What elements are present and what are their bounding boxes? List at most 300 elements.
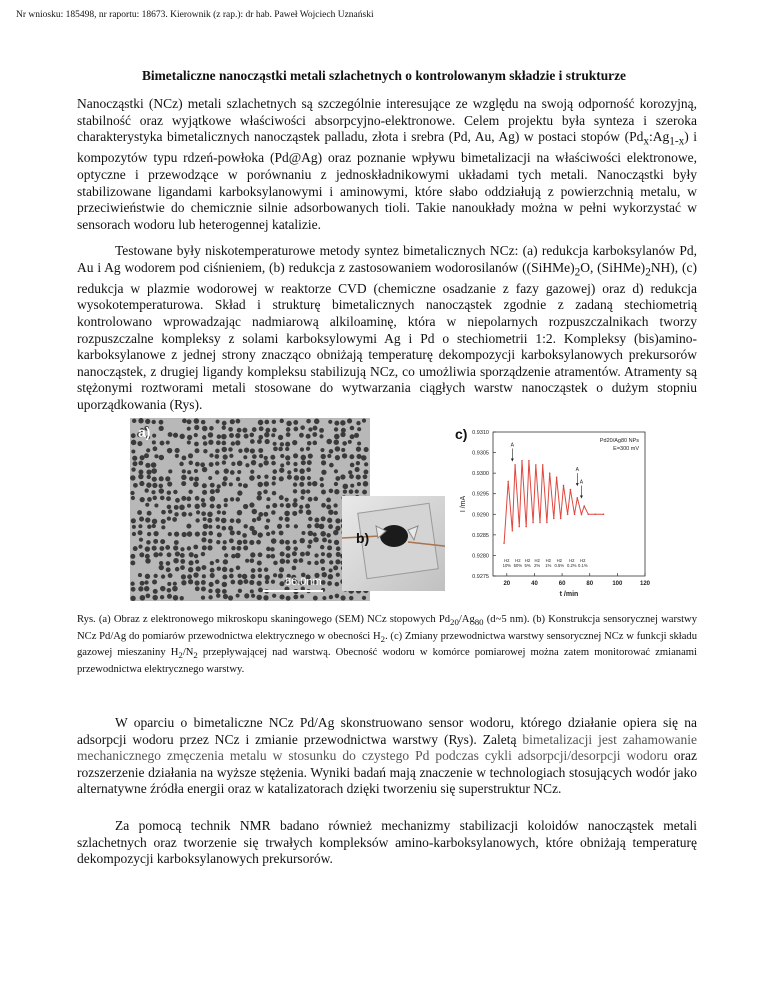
nanoparticle-dot (361, 455, 366, 460)
nanoparticle-dot (319, 428, 324, 433)
nanoparticle-dot (313, 596, 318, 601)
nanoparticle-dot (335, 518, 340, 523)
nanoparticle-dot (327, 545, 332, 550)
nanoparticle-dot (301, 460, 306, 465)
nanoparticle-dot (138, 524, 142, 528)
nanoparticle-dot (195, 531, 200, 536)
data-point (542, 464, 544, 466)
nanoparticle-dot (363, 474, 368, 479)
nanoparticle-dot (216, 504, 221, 509)
nanoparticle-dot (334, 482, 338, 486)
nanoparticle-dot (210, 568, 215, 573)
nanoparticle-dot (336, 546, 341, 551)
nanoparticle-dot (321, 454, 326, 459)
nanoparticle-dot (258, 512, 263, 517)
event-arrowhead (576, 483, 579, 486)
nanoparticle-dot (216, 540, 220, 544)
nanoparticle-dot (326, 498, 331, 503)
nanoparticle-dot (250, 589, 254, 593)
nanoparticle-dot (139, 481, 144, 486)
nanoparticle-dot (187, 574, 192, 579)
nanoparticle-dot (280, 503, 284, 507)
nanoparticle-dot (130, 582, 134, 586)
sem-texture (130, 418, 370, 601)
nanoparticle-dot (153, 539, 158, 544)
nanoparticle-dot (188, 579, 193, 584)
nanoparticle-dot (263, 460, 268, 465)
nanoparticle-dot (167, 588, 172, 593)
nanoparticle-dot (132, 419, 136, 423)
nanoparticle-dot (350, 434, 355, 439)
nanoparticle-dot (300, 447, 304, 451)
nanoparticle-dot (146, 470, 151, 475)
nanoparticle-dot (131, 433, 136, 438)
nanoparticle-dot (132, 532, 136, 536)
nanoparticle-dot (292, 511, 297, 516)
nanoparticle-dot (314, 518, 319, 523)
report-header: Nr wniosku: 185498, nr raportu: 18673. Kierownik (z rap.): dr hab. Paweł Wojciech Uznański (16, 10, 374, 20)
nanoparticle-dot (244, 434, 249, 439)
nanoparticle-dot (250, 558, 255, 563)
x-tick-label: 120 (639, 581, 651, 587)
nanoparticle-dot (217, 567, 221, 571)
nanoparticle-dot (237, 574, 241, 578)
nanoparticle-dot (322, 572, 327, 577)
nanoparticle-dot (154, 454, 158, 458)
data-point (549, 472, 551, 474)
gas-annotation: H2 2% (534, 558, 541, 568)
nanoparticle-dot (292, 502, 297, 507)
nanoparticle-dot (200, 462, 205, 467)
nanoparticle-dot (327, 581, 332, 586)
nanoparticle-dot (215, 461, 219, 465)
data-point (539, 522, 541, 524)
nanoparticle-dot (131, 449, 135, 453)
nanoparticle-dot (362, 490, 367, 495)
nanoparticle-dot (251, 594, 255, 598)
nanoparticle-dot (201, 537, 206, 542)
nanoparticle-dot (293, 420, 298, 425)
nanoparticle-dot (140, 581, 145, 586)
nanoparticle-dot (293, 595, 298, 600)
nanoparticle-dot (188, 490, 192, 494)
nanoparticle-dot (222, 426, 226, 430)
nanoparticle-dot (300, 552, 305, 557)
nanoparticle-dot (334, 434, 340, 440)
paragraph-nmr: Za pomocą technik NMR badano również mechanizmy stabilizacji koloidów nanocząstek metali szlachetnych oraz tworzenie się trwałych kompleksów amino-karboksylanowych, które obniżają temperaturę dekompozycji karboksylanowych prekursorów. (77, 818, 697, 867)
y-tick-label: 0.9285 (472, 532, 489, 539)
nanoparticle-dot (306, 447, 310, 451)
event-marker: A (579, 479, 584, 486)
nanoparticle-dot (209, 582, 214, 587)
nanoparticle-dot (130, 596, 135, 601)
nanoparticle-dot (335, 559, 340, 564)
nanoparticle-dot (151, 490, 155, 494)
nanoparticle-dot (173, 558, 179, 564)
nanoparticle-dot (145, 503, 149, 507)
nanoparticle-dot (138, 461, 143, 466)
nanoparticle-dot (329, 560, 333, 564)
nanoparticle-dot (139, 517, 144, 522)
nanoparticle-dot (286, 432, 291, 437)
nanoparticle-dot (202, 435, 206, 439)
nanoparticle-dot (182, 532, 187, 537)
nanoparticle-dot (152, 546, 157, 551)
nanoparticle-dot (286, 421, 291, 426)
nanoparticle-dot (286, 546, 291, 551)
nanoparticle-dot (341, 448, 345, 452)
nanoparticle-dot (356, 454, 361, 459)
nanoparticle-dot (293, 462, 297, 466)
nanoparticle-dot (187, 427, 191, 431)
nanoparticle-dot (280, 463, 284, 467)
nanoparticle-dot (279, 581, 284, 586)
nanoparticle-dot (286, 596, 291, 601)
nanoparticle-dot (189, 552, 194, 557)
nanoparticle-dot (174, 505, 179, 510)
nanoparticle-dot (343, 489, 347, 493)
nanoparticle-dot (194, 477, 199, 482)
nanoparticle-dot (209, 453, 213, 457)
nanoparticle-dot (334, 489, 339, 494)
nanoparticle-dot (172, 586, 178, 592)
nanoparticle-dot (152, 580, 157, 585)
nanoparticle-dot (228, 427, 233, 432)
nanoparticle-dot (230, 530, 235, 535)
nanoparticle-dot (193, 545, 198, 550)
nanoparticle-dot (306, 489, 310, 493)
paragraph-methods: Testowane były niskotemperaturowe metody syntez bimetalicznych NCz: (a) redukcja karboksylanów Pd, Au i Ag wodorem pod ciśnieniem, (b) redukcja z zastosowaniem wodorosilanów ($(SiHMe)_2O$, $(SiHMe)_2NH$), (c) redukcja w plazmie wodorowej w reaktorze CVD (chemiczne osadzanie z fazy gazowej) oraz d) redukcja wysokotemperaturowa. Skład i strukturę bimetalicznych nanocząstek zgodnie z zadaną stechiometrią kontrolowano wprowadzając nadmiarową alkiloaminę, która w niepolarnych rozpuszczalnikach tworzy rozpuszczalne kompleksy z solami karboksylowymi Ag i Pd o stechiometrii 1:2. Kompleksy (bis)amino-karboksylanowe z jednej strony znacząco obniżają temperaturę dekompozycji karboksylanowych prekursorów nanocząstek, z drugiej ligandy kompleksu stabilizują NCz, co umożliwia sporządzenie atramentów. Atramenty są stężonymi roztworami metali stosowane do wytwarzania ciągłych warstw nanocząstek o dużym stopniu uporządkowania (Rys). (77, 243, 697, 413)
nanoparticle-dot (272, 481, 276, 485)
nanoparticle-dot (152, 434, 156, 438)
event-marker: A (575, 467, 579, 474)
nanoparticle-dot (356, 475, 361, 480)
nanoparticle-dot (203, 449, 207, 453)
nanoparticle-dot (258, 420, 264, 426)
nanoparticle-dot (272, 503, 277, 508)
nanoparticle-dot (160, 496, 165, 501)
nanoparticle-dot (279, 476, 284, 481)
x-axis-label: t /min (559, 591, 579, 598)
nanoparticle-dot (363, 481, 369, 487)
y-tick-label: 0.9300 (472, 471, 489, 478)
nanoparticle-dot (249, 580, 254, 585)
nanoparticle-dot (140, 455, 145, 460)
nanoparticle-dot (236, 531, 241, 536)
nanoparticle-dot (265, 580, 269, 584)
nanoparticle-dot (174, 540, 179, 545)
nanoparticle-dot (215, 488, 220, 493)
nanoparticle-dot (188, 512, 192, 516)
nanoparticle-dot (278, 435, 283, 440)
nanoparticle-dot (243, 524, 247, 528)
nanoparticle-dot (208, 589, 212, 593)
nanoparticle-dot (222, 574, 227, 579)
nanoparticle-dot (256, 495, 261, 500)
nanoparticle-dot (308, 427, 312, 431)
nanoparticle-dot (273, 442, 277, 446)
nanoparticle-dot (222, 447, 227, 452)
nanoparticle-dot (320, 477, 324, 481)
nanoparticle-dot (301, 455, 307, 461)
nanoparticle-dot (329, 568, 333, 572)
nanoparticle-dot (320, 559, 325, 564)
nanoparticle-dot (194, 433, 198, 437)
gas-annotation: H2 0.5% (554, 558, 565, 568)
data-point (525, 526, 527, 528)
nanoparticle-dot (210, 573, 215, 578)
nanoparticle-dot (202, 490, 207, 495)
nanoparticle-dot (313, 537, 318, 542)
nanoparticle-dot (326, 533, 331, 538)
nanoparticle-dot (217, 434, 221, 438)
data-point (503, 542, 505, 544)
nanoparticle-dot (285, 447, 289, 451)
nanoparticle-dot (308, 531, 313, 536)
nanoparticle-dot (293, 427, 298, 432)
nanoparticle-dot (202, 545, 207, 550)
nanoparticle-dot (174, 532, 179, 537)
nanoparticle-dot (271, 510, 276, 515)
nanoparticle-dot (130, 561, 135, 566)
nanoparticle-dot (159, 426, 164, 431)
nanoparticle-dot (138, 418, 143, 423)
nanoparticle-dot (180, 553, 185, 558)
data-point (576, 497, 578, 499)
nanoparticle-dot (222, 481, 227, 486)
nanoparticle-dot (138, 470, 143, 475)
nanoparticle-dot (349, 489, 354, 494)
nanoparticle-dot (250, 552, 255, 557)
nanoparticle-dot (187, 419, 192, 424)
panel-label-c: c) (455, 426, 468, 442)
nanoparticle-dot (186, 524, 191, 529)
nanoparticle-dot (145, 463, 150, 468)
nanoparticle-dot (271, 531, 275, 535)
nanoparticle-dot (307, 441, 312, 446)
data-point (546, 522, 548, 524)
nanoparticle-dot (266, 518, 270, 522)
nanoparticle-dot (320, 531, 326, 537)
nanoparticle-dot (159, 455, 164, 460)
nanoparticle-dot (306, 419, 311, 424)
nanoparticle-dot (348, 470, 352, 474)
nanoparticle-dot (258, 532, 263, 537)
nanoparticle-dot (235, 433, 240, 438)
nanoparticle-dot (195, 462, 200, 467)
nanoparticle-dot (208, 539, 213, 544)
nanoparticle-dot (161, 519, 166, 524)
nanoparticle-dot (341, 595, 346, 600)
nanoparticle-dot (329, 489, 334, 494)
nanoparticle-dot (215, 517, 220, 522)
nanoparticle-dot (313, 532, 317, 536)
nanoparticle-dot (193, 572, 198, 577)
nanoparticle-dot (138, 474, 143, 479)
nanoparticle-dot (263, 512, 268, 517)
data-point (583, 505, 585, 507)
nanoparticle-dot (230, 580, 235, 585)
data-point (570, 489, 572, 491)
nanoparticle-dot (285, 517, 290, 522)
nanoparticle-dot (243, 483, 248, 488)
nanoparticle-dot (223, 594, 228, 599)
nanoparticle-dot (334, 540, 339, 545)
nanoparticle-dot (355, 467, 360, 472)
nanoparticle-dot (279, 567, 284, 572)
nanoparticle-dot (187, 504, 191, 508)
nanoparticle-dot (294, 468, 298, 472)
nanoparticle-dot (312, 481, 317, 486)
nanoparticle-dot (307, 482, 312, 487)
nanoparticle-dot (152, 477, 157, 482)
nanoparticle-dot (231, 441, 235, 445)
nanoparticle-dot (252, 427, 257, 432)
nanoparticle-dot (222, 511, 226, 515)
nanoparticle-dot (152, 440, 156, 444)
data-point (567, 513, 569, 515)
nanoparticle-dot (202, 574, 206, 578)
nanoparticle-dot (334, 427, 338, 431)
nanoparticle-dot (229, 538, 234, 543)
nanoparticle-dot (145, 554, 150, 559)
nanoparticle-dot (173, 545, 178, 550)
data-point (507, 481, 509, 483)
nanoparticle-dot (151, 468, 157, 474)
nanoparticle-dot (287, 470, 291, 474)
nanoparticle-dot (280, 559, 285, 564)
nanoparticle-dot (272, 469, 277, 474)
nanoparticle-dot (167, 505, 172, 510)
nanoparticle-dot (221, 434, 227, 440)
nanoparticle-dot (280, 552, 285, 557)
x-tick-label: 20 (503, 581, 511, 587)
nanoparticle-dot (333, 439, 339, 445)
nanoparticle-dot (168, 573, 173, 578)
nanoparticle-dot (326, 552, 331, 557)
nanoparticle-dot (299, 482, 304, 487)
nanoparticle-dot (237, 461, 243, 467)
nanoparticle-dot (229, 482, 233, 486)
nanoparticle-dot (314, 561, 318, 565)
nanoparticle-dot (168, 432, 173, 437)
nanoparticle-dot (188, 453, 193, 458)
nanoparticle-dot (298, 509, 303, 514)
legend-potential: E=300 mV (613, 446, 639, 452)
line-chart (445, 418, 655, 601)
gas-annotation: H2 5% (524, 558, 531, 568)
nanoparticle-dot (350, 484, 354, 488)
nanoparticle-dot (271, 461, 276, 466)
nanoparticle-dot (293, 559, 298, 564)
nanoparticle-dot (259, 426, 264, 431)
nanoparticle-dot (293, 482, 297, 486)
nanoparticle-dot (159, 552, 163, 556)
nanoparticle-dot (145, 517, 150, 522)
nanoparticle-dot (228, 447, 233, 452)
nanoparticle-dot (161, 510, 166, 515)
x-tick-label: 60 (558, 581, 566, 587)
nanoparticle-dot (194, 469, 198, 473)
nanoparticle-dot (264, 525, 269, 530)
nanoparticle-dot (223, 540, 227, 544)
nanoparticle-dot (266, 547, 271, 552)
nanoparticle-dot (182, 512, 187, 517)
nanoparticle-dot (188, 560, 193, 565)
nanoparticle-dot (280, 419, 284, 423)
nanoparticle-dot (202, 531, 207, 536)
nanoparticle-dot (179, 434, 184, 439)
nanoparticle-dot (242, 428, 247, 433)
paragraph-intro: Nanocząstki (NCz) metali szlachetnych są szczególnie interesujące ze względu na swoją odporność korozyjną, stabilność oraz wyjątkowe właściwości absorpcyjno-elektronowe. Celem projektu była synteza i szeroka charakterystyka bimetalicznych nanocząstek palladu, złota i srebra (Pd, Au, Ag) w postaci stopów $(Pd_x:Ag_{1-x})$ i kompozytów typu rdzeń-powłoka (Pd@Ag) oraz poznanie wpływu bimetalizacji na właściwości elektronowe, optyczne i przewodzące w porównaniu z jednoskładnikowymi układami tych metali. Nanocząstki były stabilizowane ligandami karboksylanowymi i aminowymi, które słabo oddziałują z powierzchnią metalu, w przeciwieństwie do chemicznie silnie adsorbowanych tioli. Takie nanoukłady można w pełni wykorzystać w sensorach wodoru lub heterogennej katalizie. (77, 96, 697, 232)
chart-panel (445, 418, 655, 601)
nanoparticle-dot (165, 476, 170, 481)
y-axis-label: I /mA (460, 495, 467, 513)
nanoparticle-dot (194, 554, 198, 558)
nanoparticle-dot (273, 561, 278, 566)
nanoparticle-dot (364, 447, 369, 452)
nanoparticle-dot (235, 440, 240, 445)
nanoparticle-dot (264, 456, 268, 460)
nanoparticle-dot (243, 579, 248, 584)
nanoparticle-dot (222, 589, 227, 594)
data-point (574, 513, 576, 515)
nanoparticle-dot (137, 441, 142, 446)
nanoparticle-dot (334, 421, 339, 426)
nanoparticle-dot (277, 524, 282, 529)
nanoparticle-dot (279, 495, 284, 500)
nanoparticle-dot (166, 496, 171, 501)
nanoparticle-dot (342, 453, 347, 458)
nanoparticle-dot (189, 476, 194, 481)
nanoparticle-dot (210, 483, 215, 488)
nanoparticle-dot (299, 558, 304, 563)
nanoparticle-dot (300, 496, 304, 500)
nanoparticle-dot (153, 496, 157, 500)
nanoparticle-dot (175, 454, 179, 458)
nanoparticle-dot (357, 441, 361, 445)
nanoparticle-dot (279, 468, 284, 473)
nanoparticle-dot (152, 524, 156, 528)
nanoparticle-dot (130, 475, 135, 480)
nanoparticle-dot (279, 531, 284, 536)
nanoparticle-dot (194, 425, 199, 430)
nanoparticle-dot (321, 490, 326, 495)
nanoparticle-dot (335, 582, 340, 587)
nanoparticle-dot (273, 446, 278, 451)
nanoparticle-dot (175, 448, 180, 453)
nanoparticle-dot (194, 418, 200, 424)
nanoparticle-dot (308, 453, 313, 458)
nanoparticle-dot (159, 488, 164, 493)
nanoparticle-dot (180, 559, 185, 564)
nanoparticle-dot (138, 545, 142, 549)
nanoparticle-dot (319, 524, 325, 530)
nanoparticle-dot (173, 490, 177, 494)
nanoparticle-dot (238, 589, 242, 593)
nanoparticle-dot (201, 580, 206, 585)
nanoparticle-dot (159, 561, 163, 565)
nanoparticle-dot (231, 554, 235, 558)
nanoparticle-dot (362, 419, 366, 423)
nanoparticle-dot (334, 469, 338, 473)
nanoparticle-dot (242, 574, 247, 579)
nanoparticle-dot (336, 552, 341, 557)
nanoparticle-dot (320, 545, 324, 549)
nanoparticle-dot (265, 439, 270, 444)
nanoparticle-dot (215, 419, 219, 423)
nanoparticle-dot (272, 491, 276, 495)
